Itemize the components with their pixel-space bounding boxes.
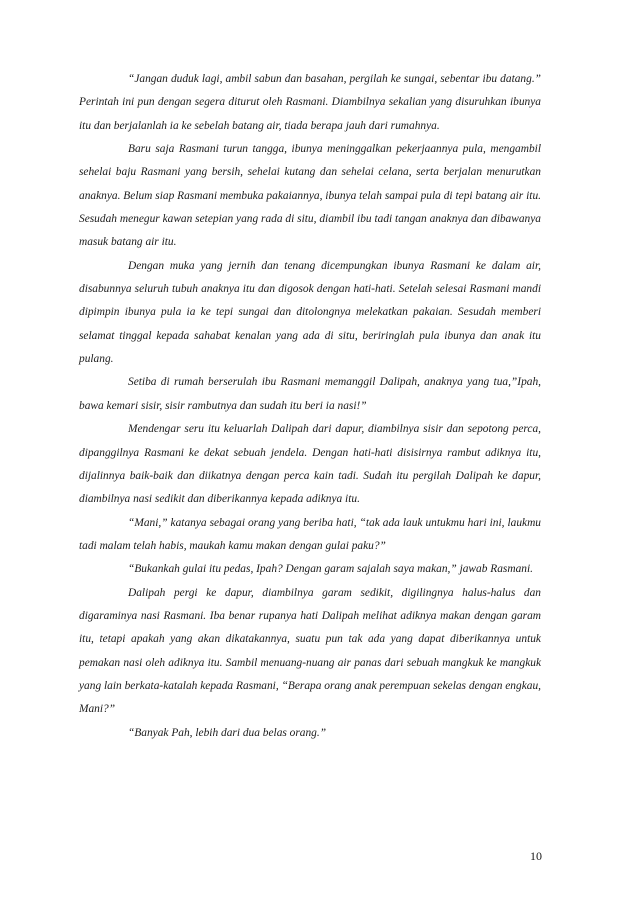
page-number: 10 xyxy=(530,849,542,863)
paragraph: Mendengar seru itu keluarlah Dalipah dari dapur, diambilnya sisir dan sepotong perca, dipanggilnya Rasmani ke dekat sebuah jendela. Dengan hati-hati disisirnya rambut adiknya itu, dijalinnya baik-baik dan diikatnya dengan perca kain tadi. Sudah itu pergilah Dalipah ke dapur, diambilnya nasi sedikit dan diberikannya kepada adiknya itu. xyxy=(79,423,541,506)
paragraph: “Bukankah gulai itu pedas, Ipah? Dengan garam sajalah saya makan,” jawab Rasmani. xyxy=(128,563,533,576)
paragraph: Dengan muka yang jernih dan tenang dicempungkan ibunya Rasmani ke dalam air, disabunnya seluruh tubuh anaknya itu dan digosok dengan hati-hati. Setelah selesai Rasmani mandi dipimpin ibunya pula ia ke tepi sungai dan ditolongnya melekatkan pakaian. Sesudah memberi selamat tinggal kepada sahabat kenalan yang ada di situ, beriringlah pula ibunya dan anak itu pulang. xyxy=(79,259,541,366)
paragraph: “Banyak Pah, lebih dari dua belas orang.” xyxy=(128,726,327,739)
paragraph: “Mani,” katanya sebagai orang yang beriba hati, “tak ada lauk untukmu hari ini, laukmu tadi malam telah habis, maukah kamu makan dengan gulai paku?” xyxy=(79,516,541,552)
body-text xyxy=(79,68,541,745)
paragraph: Dalipah pergi ke dapur, diambilnya garam sedikit, digilingnya halus-halus dan digaraminya nasi Rasmani. Iba benar rupanya hati Dalipah melihat adiknya makan dengan garam itu, tetapi apakah yang akan dikatakannya, suatu pun tak ada yang dapat diberikannya untuk pemakan nasi oleh adiknya itu. Sambil menuang-nuang air panas dari sebuah mangkuk ke mangkuk yang lain berkata-katalah kepada Rasmani, “Berapa orang anak perempuan sekelas dengan engkau, Mani?” xyxy=(79,586,541,716)
paragraph: “Jangan duduk lagi, ambil sabun dan basahan, pergilah ke sungai, sebentar ibu datang.” Perintah ini pun dengan segera diturut oleh Rasmani. Diambilnya sekalian yang disuruhkan ibunya itu dan berjalanlah ia ke sebelah batang air, tiada berapa jauh dari rumahnya. xyxy=(79,73,541,132)
paragraph: Baru saja Rasmani turun tangga, ibunya meninggalkan pekerjaannya pula, mengambil sehelai baju Rasmani yang bersih, sehelai kutang dan sehelai celana, serta berjalan menurutkan anaknya. Belum siap Rasmani membuka pakaiannya, ibunya telah sampai pula di tepi batang air itu. Sesudah menegur kawan setepian yang rada di situ, diambil ibu tadi tangan anaknya dan dibawanya masuk batang air itu. xyxy=(79,143,541,249)
paragraph: Setiba di rumah berserulah ibu Rasmani memanggil Dalipah, anaknya yang tua,”Ipah, bawa kemari sisir, sisir rambutnya dan sudah itu beri ia nasi!” xyxy=(79,376,541,412)
